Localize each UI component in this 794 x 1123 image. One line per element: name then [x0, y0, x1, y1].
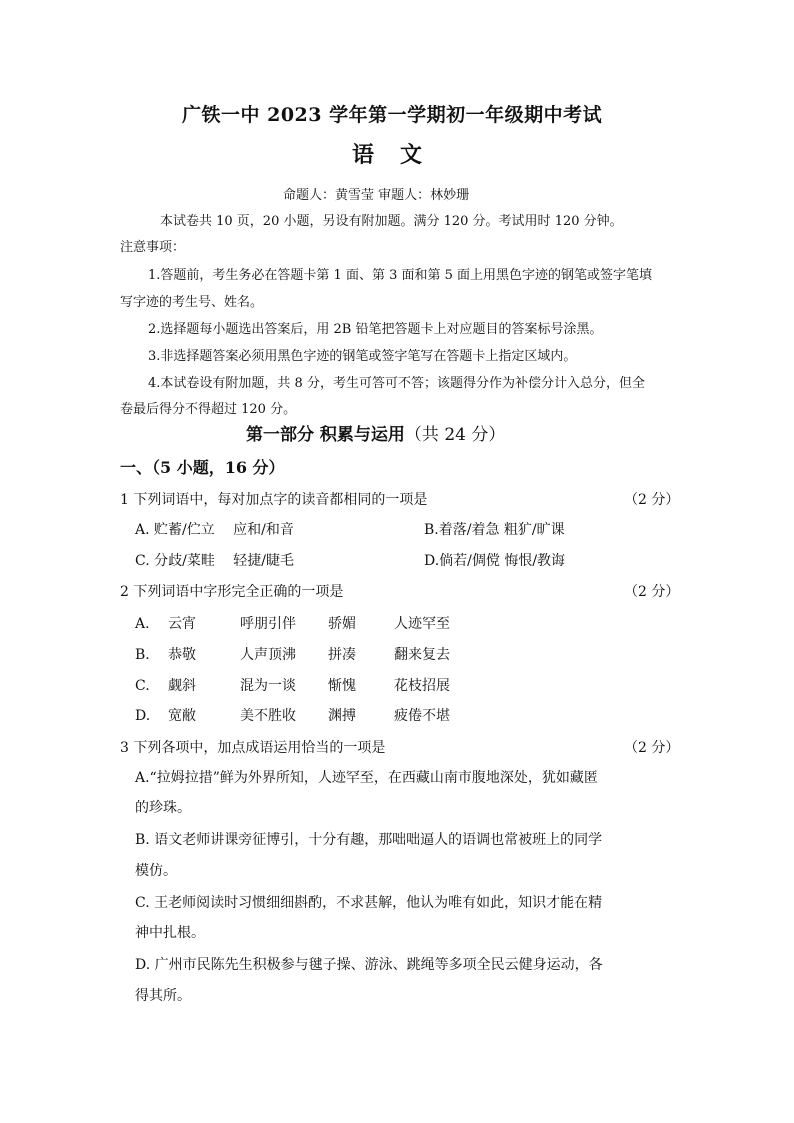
q2-d-w4: 疲倦不堪 — [394, 708, 450, 724]
q3-option-a-line2: 的珍珠。 — [135, 800, 191, 816]
q2-b-w2: 人声顶沸 — [240, 647, 296, 663]
q2-b-w1: 恭敬 — [168, 647, 196, 663]
q2-d-w1: 宽敝 — [168, 708, 196, 724]
part1-score: （共 24 分） — [404, 425, 506, 445]
q3-option-d-line2: 得其所。 — [135, 988, 191, 1004]
section1-heading: 一、（5 小题，16 分） — [120, 458, 285, 477]
q1-score: （2 分） — [624, 492, 680, 508]
q3-option-c-line1: C. 王老师阅读时习惯细细斟酌，不求甚解，他认为唯有如此，知识才能在精 — [135, 895, 603, 911]
note-1a: 1.答题前，考生务必在答题卡第 1 面、第 3 面和第 5 面上用黑色字迹的钢笔或签字笔填 — [148, 268, 653, 283]
q2-b-label: B. — [135, 647, 150, 663]
q1-option-c: C. 分歧/菜畦 轻捷/睫毛 — [135, 553, 294, 569]
subject-title: 语文 — [352, 142, 449, 168]
authors-line: 命题人：黄雪莹 审题人：林妙珊 — [283, 188, 470, 203]
q3-option-d-line1: D. 广州市民陈先生积极参与毽子操、游泳、跳绳等多项全民云健身运动，各 — [135, 957, 603, 973]
q2-c-w3: 惭愧 — [328, 678, 356, 694]
q2-d-w3: 渊搏 — [328, 708, 356, 724]
q2-c-w2: 混为一谈 — [240, 678, 296, 694]
q1-option-a: A. 贮蓄/伫立 应和/和音 — [135, 522, 294, 538]
q2-a-w2: 呼朋引伴 — [240, 616, 296, 632]
q2-stem: 2 下列词语中字形完全正确的一项是 — [120, 584, 344, 600]
q1-stem: 1 下列词语中，每对加点字的读音都相同的一项是 — [120, 492, 428, 508]
q1-option-d: D.倘若/倜傥 悔恨/教诲 — [424, 553, 566, 569]
q2-d-label: D. — [135, 708, 151, 724]
q2-c-w1: 觑斜 — [168, 678, 196, 694]
q2-d-w2: 美不胜收 — [240, 708, 296, 724]
q3-option-a-line1: A.“拉姆拉措”鲜为外界所知，人迹罕至，在西藏山南市腹地深处，犹如藏匿 — [135, 770, 598, 786]
note-4a: 4.本试卷设有附加题，共 8 分，考生可答可不答；该题得分作为补偿分计入总分，但全 — [148, 376, 645, 391]
q2-c-label: C. — [135, 678, 150, 694]
q2-a-w1: 云宵 — [168, 616, 196, 632]
exam-title: 广铁一中 2023 学年第一学期初一年级期中考试 — [182, 104, 603, 126]
note-2: 2.选择题每小题选出答案后，用 2B 铅笔把答题卡上对应题目的答案标号涂黑。 — [148, 322, 603, 337]
intro-line: 本试卷共 10 页，20 小题，另设有附加题。满分 120 分。考试用时 120 分钟。 — [160, 214, 623, 229]
q2-c-w4: 花枝招展 — [394, 678, 450, 694]
q3-option-b-line1: B. 语文老师讲课旁征博引，十分有趣，那咄咄逼人的语调也常被班上的同学 — [135, 832, 603, 848]
part1-title — [246, 425, 505, 445]
q2-a-w3: 骄媚 — [328, 616, 356, 632]
notes-heading: 注意事项： — [120, 240, 186, 255]
q3-option-c-line2: 神中扎根。 — [135, 925, 205, 941]
q2-b-w3: 拼凑 — [328, 647, 356, 663]
q2-b-w4: 翻来复去 — [394, 647, 450, 663]
q1-option-b: B.着落/着急 粗犷/旷课 — [424, 522, 565, 538]
q3-score: （2 分） — [624, 740, 680, 756]
part1-title-text: 第一部分 积累与运用 — [246, 425, 405, 445]
q3-stem: 3 下列各项中，加点成语运用恰当的一项是 — [120, 740, 386, 756]
q3-option-b-line2: 模仿。 — [135, 863, 177, 879]
note-3: 3.非选择题答案必须用黑色字迹的钢笔或签字笔写在答题卡上指定区域内。 — [148, 349, 577, 364]
q2-score: （2 分） — [624, 584, 680, 600]
q2-a-label: A. — [135, 616, 150, 632]
note-1b: 写字迹的考生号、姓名。 — [120, 295, 264, 310]
q2-a-w4: 人迹罕至 — [394, 616, 450, 632]
note-4b: 卷最后得分不得超过 120 分。 — [120, 402, 297, 417]
